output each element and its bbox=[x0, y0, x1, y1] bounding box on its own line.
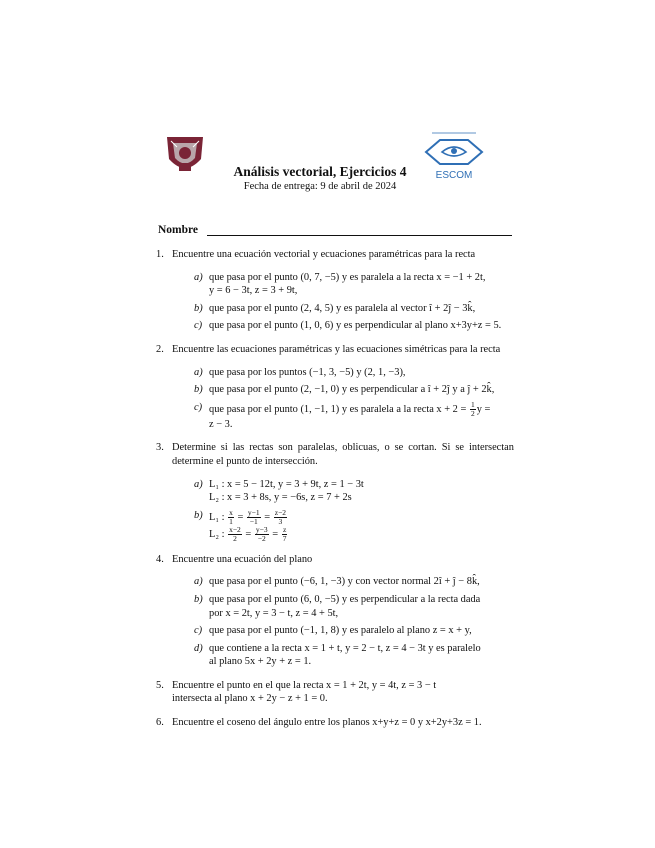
subquestion-list bbox=[172, 575, 514, 669]
sub-label: b) bbox=[194, 384, 203, 396]
subquestion-list bbox=[172, 366, 514, 432]
numerator: z bbox=[282, 524, 287, 534]
numerator: 1 bbox=[470, 399, 475, 409]
denominator: 3 bbox=[278, 516, 283, 526]
sub-label: c) bbox=[194, 625, 203, 637]
sub-text: que pasa por los puntos (−1, 3, −5) y (2, 1, −3), bbox=[209, 366, 406, 378]
line-equation-l2: L₂ : x = 3 + 8s, y = −6s, z = 7 + 2s bbox=[209, 492, 352, 504]
line-equation-l1 bbox=[209, 509, 514, 526]
subquestion-list bbox=[172, 271, 514, 333]
question-6 bbox=[156, 716, 514, 730]
exercise-list bbox=[156, 248, 514, 740]
sub-text-line: que pasa por el punto (0, 7, −5) y es paralela a la recta x = −1 + 2t, bbox=[209, 271, 486, 283]
equals-sign: = bbox=[264, 511, 271, 523]
question-text-line: Encuentre el punto en el que la recta x = 1 + 2t, y = 4t, z = 3 − t bbox=[172, 679, 437, 691]
fraction bbox=[228, 526, 242, 543]
sub-text: que pasa por el punto (1, 0, 6) y es perpendicular al plano x+3y+z = 5. bbox=[209, 320, 502, 332]
fraction bbox=[247, 509, 261, 526]
equals-sign: = bbox=[272, 528, 279, 540]
fraction bbox=[274, 509, 287, 526]
sub-label: b) bbox=[194, 593, 203, 605]
sub-text: que pasa por el punto (2, −1, 0) y es perpendicular a î + 2ĵ y a ĵ + 2k̂, bbox=[209, 384, 495, 396]
question-text: Encuentre las ecuaciones paramétricas y las ecuaciones simétricas para la recta bbox=[172, 343, 501, 355]
subquestion-b bbox=[172, 302, 514, 316]
equals-sign: = bbox=[245, 528, 252, 540]
denominator: −1 bbox=[249, 516, 258, 526]
subquestion-c bbox=[172, 624, 514, 638]
denominator: −2 bbox=[257, 533, 266, 543]
document-title: Análisis vectorial, Ejercicios 4 bbox=[233, 164, 407, 179]
subquestion-a bbox=[172, 366, 514, 380]
sub-label: a) bbox=[194, 576, 203, 588]
sub-label: c) bbox=[194, 401, 203, 413]
subquestion-d bbox=[172, 642, 514, 669]
question-4 bbox=[156, 553, 514, 669]
numerator: x−2 bbox=[229, 524, 241, 534]
sub-label: a) bbox=[194, 478, 203, 490]
question-text: Encuentre una ecuación vectorial y ecuaciones paramétricas para la recta bbox=[172, 249, 476, 260]
escom-logo-text: ESCOM bbox=[435, 170, 473, 181]
name-field-row bbox=[158, 224, 512, 240]
subquestion-b bbox=[172, 383, 514, 397]
numerator: z−2 bbox=[274, 507, 287, 517]
sub-text-part: y = bbox=[476, 403, 491, 415]
due-date: Fecha de entrega: 9 de abril de 2024 bbox=[243, 181, 397, 192]
question-number: 5. bbox=[156, 679, 164, 691]
line-label: L₁ : bbox=[209, 511, 225, 523]
line-equation-l2 bbox=[209, 526, 514, 543]
subquestion-a bbox=[172, 575, 514, 589]
denominator: 7 bbox=[282, 533, 287, 543]
sub-text-line: que pasa por el punto (6, 0, −5) y es perpendicular a la recta dada bbox=[209, 593, 481, 605]
line-equation-l1: L₁ : x = 5 − 12t, y = 3 + 9t, z = 1 − 3t bbox=[209, 478, 364, 490]
sub-label: b) bbox=[194, 509, 203, 521]
denominator: 1 bbox=[229, 516, 233, 526]
denominator: 2 bbox=[470, 408, 475, 418]
subquestion-a bbox=[172, 478, 514, 505]
sub-text-line: por x = 2t, y = 3 − t, z = 4 + 5t, bbox=[209, 607, 339, 619]
question-5 bbox=[156, 679, 514, 706]
sub-label: b) bbox=[194, 302, 203, 314]
sub-label: c) bbox=[194, 320, 203, 332]
fraction bbox=[470, 401, 476, 418]
numerator: y−1 bbox=[247, 507, 260, 517]
question-number: 6. bbox=[156, 717, 164, 729]
question-number: 2. bbox=[156, 343, 164, 355]
subquestion-b bbox=[172, 509, 514, 543]
subquestion-c bbox=[172, 319, 514, 333]
fraction bbox=[255, 526, 269, 543]
question-text: Determine si las rectas son paralelas, oblicuas, o se cortan. Si se intersectan determine el punto de intersección. bbox=[172, 442, 514, 467]
question-number: 4. bbox=[156, 553, 164, 565]
name-label: Nombre bbox=[158, 224, 199, 236]
sub-label: d) bbox=[194, 642, 203, 654]
question-1 bbox=[156, 248, 514, 333]
sub-text-part: que pasa por el punto (1, −1, 1) y es paralela a la recta x + 2 = bbox=[209, 403, 467, 415]
sub-text-line bbox=[209, 401, 514, 418]
sub-label: a) bbox=[194, 366, 203, 378]
subquestion-b bbox=[172, 593, 514, 620]
name-line[interactable] bbox=[207, 235, 512, 236]
question-text-line: intersecta al plano x + 2y − z + 1 = 0. bbox=[172, 693, 328, 705]
equals-sign: = bbox=[237, 511, 244, 523]
subquestion-a bbox=[172, 271, 514, 298]
subquestion-list bbox=[172, 478, 514, 543]
sub-text-line: que contiene a la recta x = 1 + t, y = 2 − t, z = 4 − 3t y es paralelo bbox=[209, 642, 481, 654]
question-text: Encuentre una ecuación del plano bbox=[172, 553, 313, 565]
question-number: 1. bbox=[156, 249, 164, 260]
sub-text: que pasa por el punto (2, 4, 5) y es paralela al vector î + 2ĵ − 3k̂, bbox=[209, 302, 476, 314]
numerator: x bbox=[229, 507, 233, 517]
denominator: 2 bbox=[233, 533, 237, 543]
sub-text-line: al plano 5x + 2y + z = 1. bbox=[209, 656, 312, 668]
question-2 bbox=[156, 343, 514, 431]
fraction bbox=[228, 509, 234, 526]
sub-text-line: y = 6 − 3t, z = 3 + 9t, bbox=[209, 285, 298, 297]
question-number: 3. bbox=[156, 442, 164, 454]
sub-text: que pasa por el punto (−1, 1, 8) y es paralelo al plano z = x + y, bbox=[209, 625, 472, 637]
sub-text-line: z − 3. bbox=[209, 418, 233, 430]
question-3 bbox=[156, 441, 514, 542]
question-text: Encuentre el coseno del ángulo entre los planos x+y+z = 0 y x+2y+3z = 1. bbox=[172, 717, 482, 729]
sub-label: a) bbox=[194, 271, 203, 283]
sub-text: que pasa por el punto (−6, 1, −3) y con vector normal 2î + ĵ − 8k̂, bbox=[209, 576, 480, 588]
numerator: y−3 bbox=[255, 524, 268, 534]
subquestion-c bbox=[172, 401, 514, 432]
fraction bbox=[282, 526, 288, 543]
line-label: L₂ : bbox=[209, 528, 225, 540]
